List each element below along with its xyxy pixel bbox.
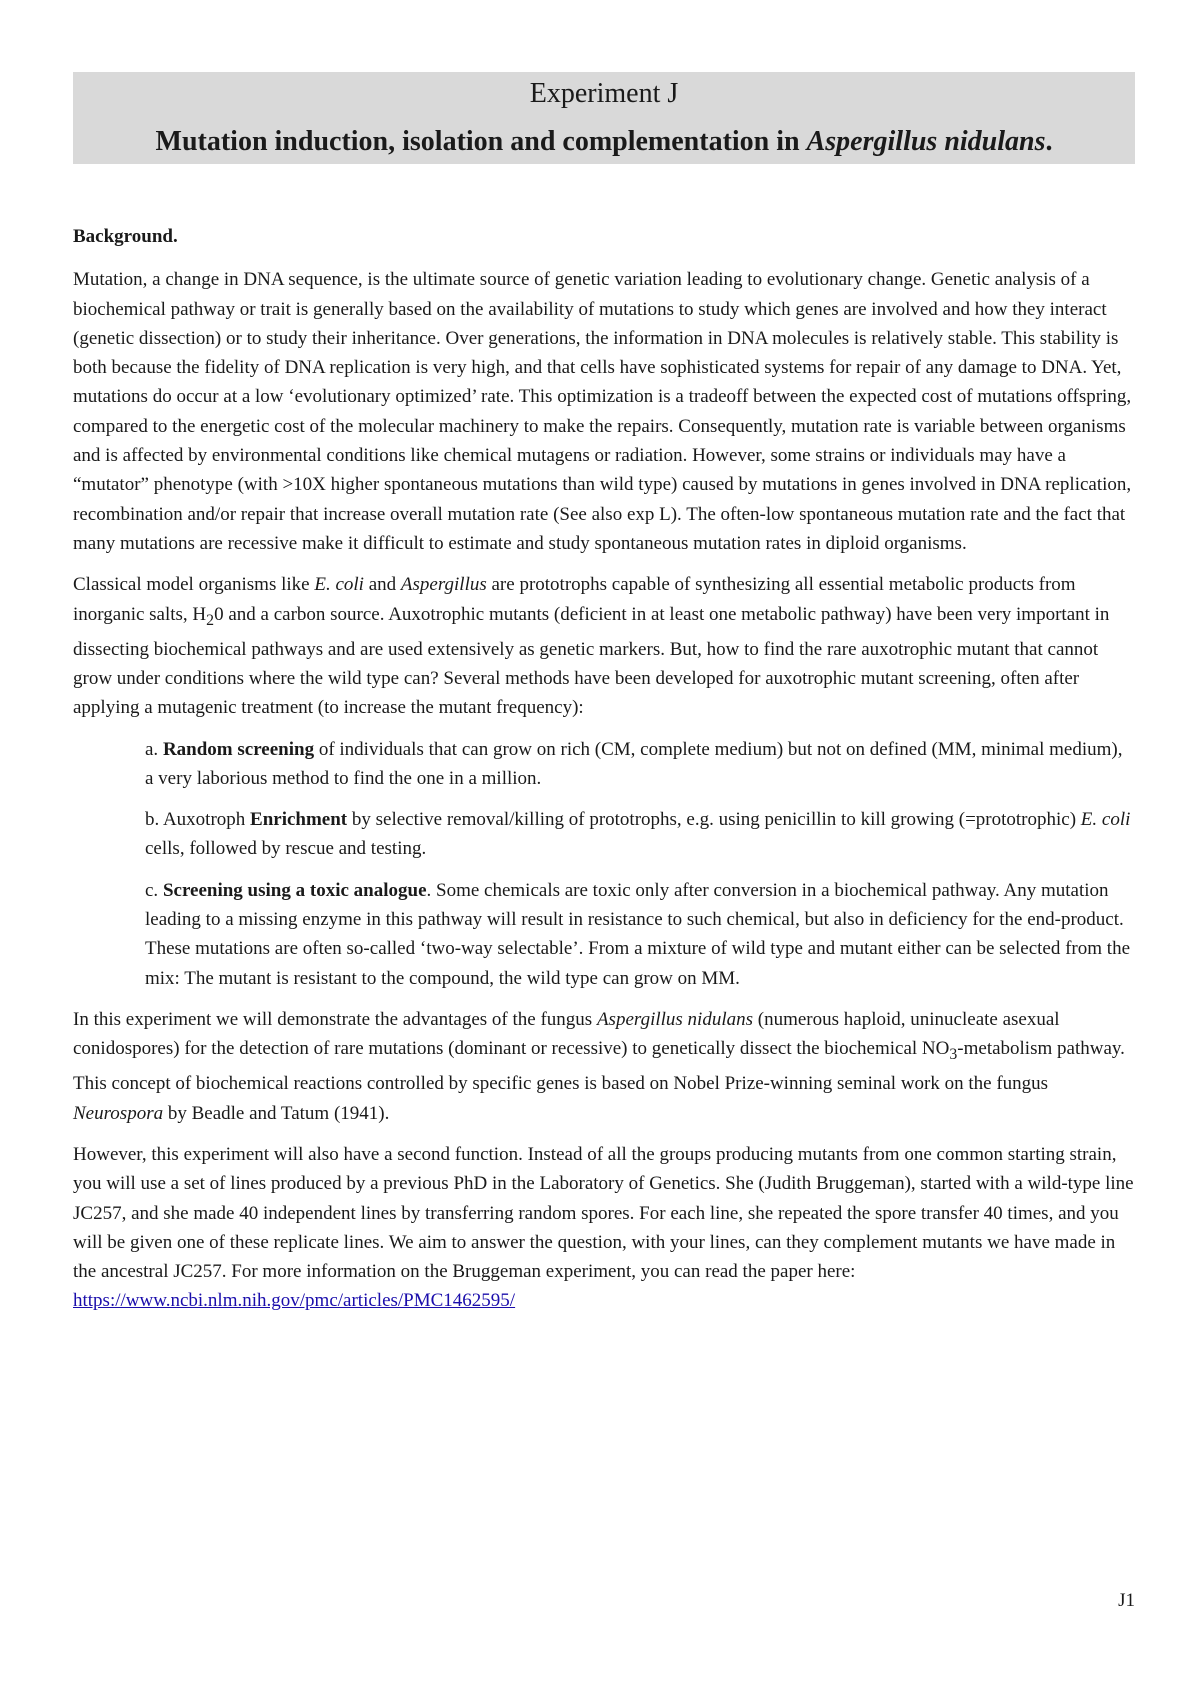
list-item-random-screening: a. Random screening of individuals that can grow on rich (CM, complete medium) but not on defined (MM, minimal medium), a very laborious method to find the one in a million.	[145, 738, 1123, 789]
experiment-subtitle: Mutation induction, isolation and complementation in Aspergillus nidulans.	[155, 126, 1053, 157]
list-item-enrichment: b. Auxotroph Enrichment by selective removal/killing of prototrophs, e.g. using penicillin to kill growing (=prototrophic) E. coli cells, followed by rescue and testing.	[145, 809, 1131, 860]
paragraph-experiment: In this experiment we will demonstrate the advantages of the fungus Aspergillus nidulans (numerous haploid, uninucleate asexual conidospores) for the detection of rare mutations (dominant or recessive) to genetically dissect the biochemical $NO_3$-metabolism pathway. This concept of biochemical reactions controlled by specific genes is based on Nobel Prize-winning seminal work on the fungus Neurospora by Beadle and Tatum (1941).	[73, 1008, 1125, 1124]
document-body	[73, 222, 1135, 1328]
list-item-toxic-analogue: c. Screening using a toxic analogue. Some chemicals are toxic only after conversion in a biochemical pathway. Any mutation leading to a missing enzyme in this pathway will result in resistance to such chemical, but also in deficiency for the end-product. These mutations are often so-called ‘two-way selectable’. From a mixture of wild type and mutant either can be selected from the mix: The mutant is resistant to the compound, the wild type can grow on MM.	[145, 879, 1131, 989]
experiment-title: Experiment J	[529, 78, 679, 109]
paragraph-model-organisms: Classical model organisms like E. coli and Aspergillus are prototrophs capable of synthesizing all essential metabolic products from inorganic salts, $H_20$ and a carbon source. Auxotrophic mutants (deficient in at least one metabolic pathway) have been very important in dissecting biochemical pathways and are used extensively as genetic markers. But, how to find the rare auxotrophic mutant that cannot grow under conditions where the wild type can? Several methods have been developed for auxotrophic mutant screening, often after applying a mutagenic treatment (to increase the mutant frequency):	[73, 574, 1110, 719]
background-heading: Background.	[73, 226, 178, 247]
paragraph-second-function: However, this experiment will also have a second function. Instead of all the groups producing mutants from one common starting strain, you will use a set of lines produced by a previous PhD in the Laboratory of Genetics. She (Judith Bruggeman), started with a wild-type line JC257, and she made 40 independent lines by transferring random spores. For each line, she repeated the spore transfer 40 times, and you will be given one of these replicate lines. We aim to answer the question, with your lines, can they complement mutants we have made in the ancestral JC257. For more information on the Bruggeman experiment, you can read the paper here: https://www.ncbi.nlm.nih.gov/pmc/articles/PMC1462595/	[73, 1143, 1134, 1312]
title-box	[73, 72, 1135, 164]
page-number: J1	[1118, 1590, 1135, 1611]
paper-link[interactable]: https://www.ncbi.nlm.nih.gov/pmc/articles/PMC1462595/	[73, 1290, 516, 1312]
paragraph-mutation: Mutation, a change in DNA sequence, is the ultimate source of genetic variation leading to evolutionary change. Genetic analysis of a biochemical pathway or trait is generally based on the availability of mutations to study which genes are involved and how they interact (genetic dissection) or to study their inheritance. Over generations, the information in DNA molecules is relatively stable. This stability is both because the fidelity of DNA replication is very high, and that cells have sophisticated systems for repair of any damage to DNA. Yet, mutations do occur at a low ‘evolutionary optimized’ rate. This optimization is a tradeoff between the expected cost of mutations offspring, compared to the energetic cost of the molecular machinery to make the repairs. Consequently, mutation rate is variable between organisms and is affected by environmental conditions like chemical mutagens or radiation. However, some strains or individuals may have a “mutator” phenotype (with >10X higher spontaneous mutations than wild type) caused by mutations in genes involved in DNA replication, recombination and/or repair that increase overall mutation rate (See also exp L). The often-low spontaneous mutation rate and the fact that many mutations are recessive make it difficult to estimate and study spontaneous mutation rates in diploid organisms.	[73, 269, 1132, 554]
